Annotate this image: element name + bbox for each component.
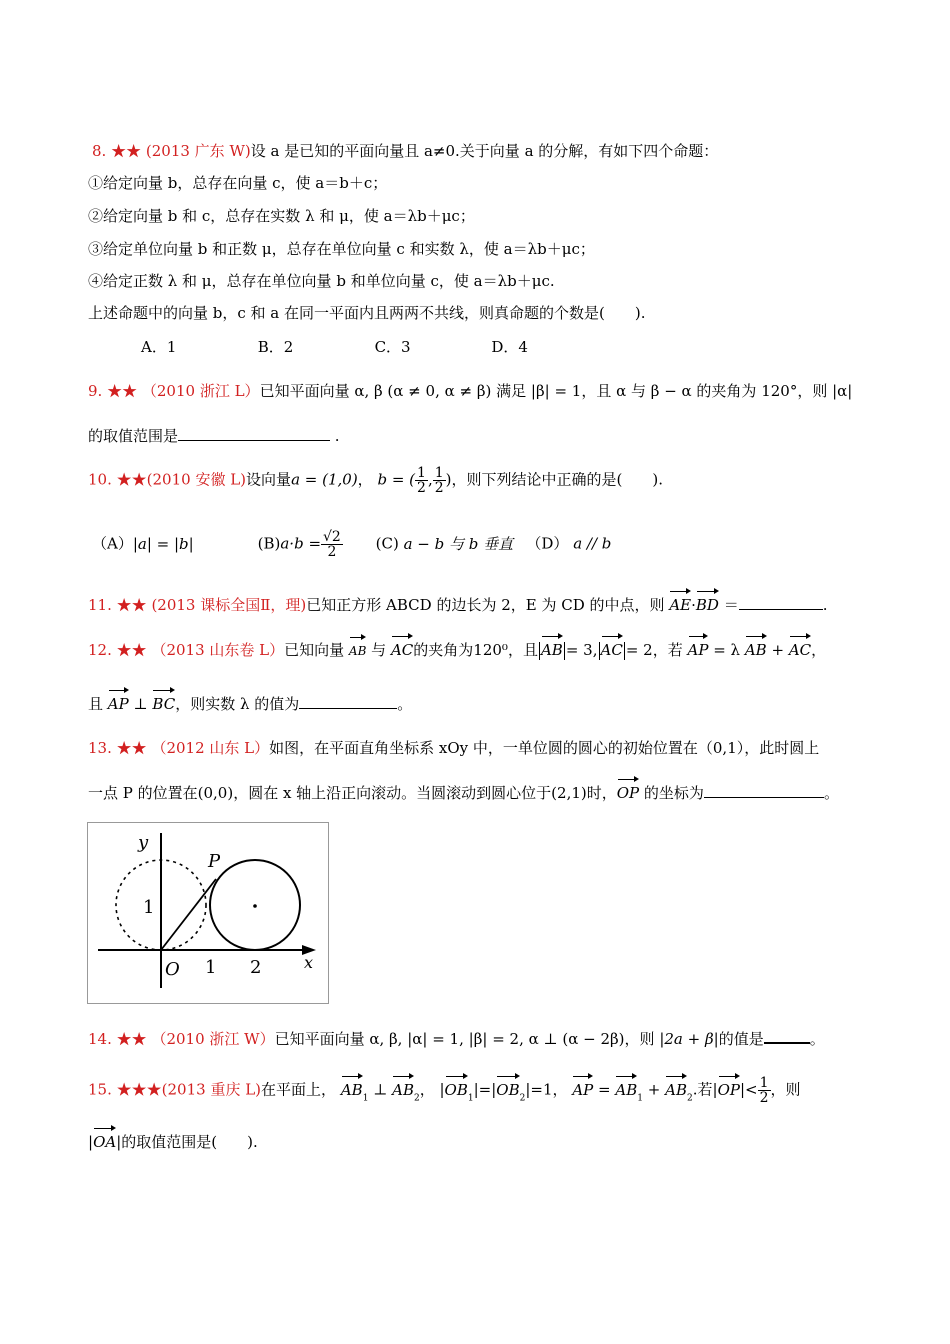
q12-vector-ab-2: AB: [744, 641, 767, 659]
q12-text-3: ，且: [507, 641, 538, 659]
q10-source: (2010 安徽 L): [146, 470, 247, 489]
q10-opt-b: (B): [257, 534, 281, 553]
x-label: x: [304, 953, 314, 972]
q15-stars: ★★★: [116, 1080, 162, 1099]
q8-options: [141, 336, 528, 358]
q12-perp: ⊥: [133, 695, 148, 713]
q12-vector-ap: AP: [687, 641, 709, 659]
y-label: y: [138, 832, 149, 853]
q13-end: 。: [823, 784, 839, 802]
q12-vector-bc: BC: [152, 695, 176, 713]
q12-text-4: ，若: [652, 641, 683, 659]
q10-frac-1: $\frac{1}{2}$: [417, 465, 426, 496]
q11-stars: ★★: [116, 596, 147, 614]
q12-abs-ac: AC: [600, 641, 623, 659]
q10-number: 10.: [88, 470, 112, 489]
q15-number: 15.: [88, 1080, 112, 1099]
q8-proposition-3: ③给定单位向量 b 和正数 μ，总存在单位向量 c 和实数 λ，使 a＝λb＋μc；: [88, 240, 595, 258]
q12-vector-ap-2: AP: [107, 695, 129, 713]
q15-text-2: 的取值范围是( ).: [121, 1133, 258, 1151]
q9-line-2: [88, 425, 340, 447]
q8-source: (2013 广东 W): [145, 142, 251, 160]
q15-ab1-sum: AB: [615, 1080, 638, 1099]
q9-source: （2010 浙江 L）: [141, 382, 260, 400]
tick-2-label: 2: [250, 957, 262, 978]
q15-ap: AP: [572, 1080, 594, 1099]
q13-source: （2012 山东 L）: [151, 739, 270, 757]
q15-line-2: |OA|的取值范围是( ).: [88, 1133, 258, 1151]
q9-line-1: [88, 380, 852, 402]
q9-text-2: 的取值范围是: [88, 427, 179, 445]
q13-vector-op: OP: [616, 784, 640, 802]
q8-stars: ★★: [111, 142, 142, 160]
q12-source: （2013 山东卷 L）: [151, 641, 285, 659]
q11-eq: ＝: [723, 596, 739, 614]
q15-perp: ⊥: [373, 1080, 388, 1099]
q9-end: .: [334, 427, 340, 445]
q8-proposition-2: ②给定向量 b 和 c，总存在实数 λ 和 μ，使 a＝λb＋μc；: [88, 207, 475, 225]
q15-text-1: 在平面上，: [261, 1080, 337, 1099]
q11-number: 11.: [88, 596, 112, 614]
q14-text-2: 的值是: [718, 1030, 764, 1048]
q11-vector-ae: AE: [669, 596, 692, 614]
q11-text: 已知正方形 ABCD 的边长为 2，E 为 CD 的中点，则: [306, 596, 665, 614]
q15-source: (2013 重庆 L): [161, 1080, 262, 1099]
q10-a-def: a = (1,0): [291, 470, 358, 489]
q8-number: 8.: [92, 142, 107, 160]
q12-line2-a: 且: [88, 695, 104, 713]
q12-answer-blank[interactable]: [299, 708, 397, 709]
origin-label: O: [165, 959, 180, 980]
q10-opt-d: （D）: [526, 534, 569, 553]
q15-ab2-sum: AB: [665, 1080, 687, 1099]
tick-1-label: 1: [205, 957, 217, 978]
q12-abs-ab: AB: [540, 641, 563, 659]
q10-opt-c: (C): [375, 534, 399, 553]
q8-option-b: B．2: [257, 338, 294, 356]
q11-line: [88, 594, 828, 616]
q12-text-2: 的夹角为: [413, 641, 474, 659]
q15-line-1: 15. ★★★(2013 重庆 L)在平面上， $AB_1$ ⊥ $AB_2$， $|OB_1|=|OB_2|=1$， AP = $AB_1 + AB_2$.若|OP|< $\frac{1}{2}$ ，则: [88, 1075, 801, 1106]
q13-line-1: [88, 737, 819, 759]
q12-line-1: 12. ★★ （2013 山东卷 L）已知向量 AB 与 AC的夹角为120⁰，且 AB = 3, AC = 2，若 AP = λ AB + AC，: [88, 639, 826, 662]
q12-stars: ★★: [116, 641, 147, 659]
q9-answer-blank[interactable]: [178, 440, 330, 441]
q12-text-1: 已知向量: [284, 641, 345, 659]
q14-line: [88, 1028, 825, 1050]
q10-frac-2: $\frac{1}{2}$: [434, 465, 444, 496]
q12-eq: = λ: [713, 641, 741, 659]
q12-line-2: [88, 693, 412, 715]
q11-end: .: [822, 596, 828, 614]
q13-line-2: [88, 782, 839, 804]
q8-stem: 设 a 是已知的平面向量且 a≠0.关于向量 a 的分解，有如下四个命题：: [250, 142, 719, 160]
circle-center: [253, 904, 257, 908]
q11-answer-blank[interactable]: [739, 609, 823, 610]
q10-opt-d-expr: a // b: [573, 534, 612, 553]
q11-source: (2013 课标全国Ⅱ，理): [151, 596, 307, 614]
q11-dot: ·: [691, 596, 696, 614]
q15-ob2: OB: [496, 1080, 520, 1099]
point-p-label: P: [208, 851, 221, 872]
segment-op: [161, 879, 216, 950]
q14-text-1: 已知平面向量 α, β, |α| = 1, |β| = 2, α ⊥ (α − 2β)，则: [274, 1030, 655, 1048]
q10-opt-a: （A）: [92, 534, 133, 553]
q15-ob1: OB: [444, 1080, 468, 1099]
q12-end: 。: [397, 695, 413, 713]
q13-figure-svg: [88, 823, 328, 1003]
q14-answer-blank[interactable]: [764, 1042, 810, 1044]
q12-with: 与: [371, 641, 387, 659]
q13-answer-blank[interactable]: [704, 797, 824, 798]
q10-b-pre: b = (: [377, 470, 416, 489]
q10-options: [92, 530, 611, 559]
q14-end: 。: [809, 1030, 825, 1048]
q12-angle: 120⁰: [473, 641, 508, 659]
q13-text-3: 的坐标为: [643, 784, 704, 802]
q12-line2-b: ，则实数 λ 的值为: [175, 695, 300, 713]
q15-frac: $\frac{1}{2}$: [759, 1075, 769, 1106]
q13-figure: [87, 822, 329, 1004]
q12-vector-ac-2: AC: [788, 641, 812, 659]
q10-opt-c-expr: a − b 与 b 垂直: [403, 534, 514, 553]
q10-line-1: 10. ★★(2010 安徽 L)设向量a = (1,0)， b = ( $\frac{1}{2}$ , $\frac{1}{2}$ )，则下列结论中正确的是( ).: [88, 465, 663, 496]
q10-text-end: ，则下列结论中正确的是( ).: [451, 470, 663, 489]
q12-number: 12.: [88, 641, 112, 659]
q10-opt-b-frac: $\frac{√2}{2}$: [323, 529, 341, 560]
q8-tail: 上述命题中的向量 b，c 和 a 在同一平面内且两两不共线，则真命题的个数是( ).: [88, 304, 646, 322]
q15-ab1: AB: [340, 1080, 363, 1099]
q12-ac-val: = 2: [625, 641, 653, 659]
q8-header: [92, 140, 718, 162]
q9-number: 9.: [88, 382, 103, 400]
q8-option-d: D．4: [491, 338, 528, 356]
q14-expr: |2a + β|: [659, 1030, 719, 1048]
q10-opt-b-expr: a·b =: [280, 534, 322, 553]
q13-number: 13.: [88, 739, 112, 757]
q9-text: 已知平面向量 α, β (α ≠ 0, α ≠ β) 满足 |β| = 1，且 α 与 β − α 的夹角为 120°，则 |α|: [259, 382, 853, 400]
q13-text-2: 一点 P 的位置在(0,0)，圆在 x 轴上沿正向滚动。当圆滚动到圆心位于(2,1)时，: [88, 784, 617, 802]
q9-stars: ★★: [107, 382, 138, 400]
q10-opt-a-expr: |a| = |b|: [132, 534, 194, 553]
q12-vector-ac: AC: [390, 641, 414, 659]
q8-option-c: C．3: [374, 338, 411, 356]
q10-text-a: 设向量: [246, 470, 292, 489]
q8-proposition-4: ④给定正数 λ 和 μ，总存在单位向量 b 和单位向量 c，使 a＝λb＋μc.: [88, 272, 555, 290]
q8-option-a: A．1: [141, 338, 177, 356]
q14-source: （2010 浙江 W）: [151, 1030, 275, 1048]
q15-ab2: AB: [392, 1080, 414, 1099]
q14-number: 14.: [88, 1030, 112, 1048]
q12-vector-ab: AB: [349, 640, 366, 662]
q11-vector-bd: BD: [695, 596, 719, 614]
q8-proposition-1: ①给定向量 b，总存在向量 c，使 a＝b＋c；: [88, 174, 388, 192]
q10-stars: ★★: [116, 470, 147, 489]
q15-oa: OA: [93, 1133, 117, 1151]
q13-text-1: 如图，在平面直角坐标系 xOy 中，一单位圆的圆心的初始位置在（0,1），此时圆上: [269, 739, 820, 757]
q15-op: OP: [717, 1080, 740, 1099]
q13-stars: ★★: [116, 739, 147, 757]
q12-plus: +: [771, 641, 785, 659]
y-tick-1-label: 1: [143, 897, 155, 918]
q12-ab-val: = 3: [565, 641, 593, 659]
q14-stars: ★★: [116, 1030, 147, 1048]
q12-comma: ，: [811, 641, 827, 659]
